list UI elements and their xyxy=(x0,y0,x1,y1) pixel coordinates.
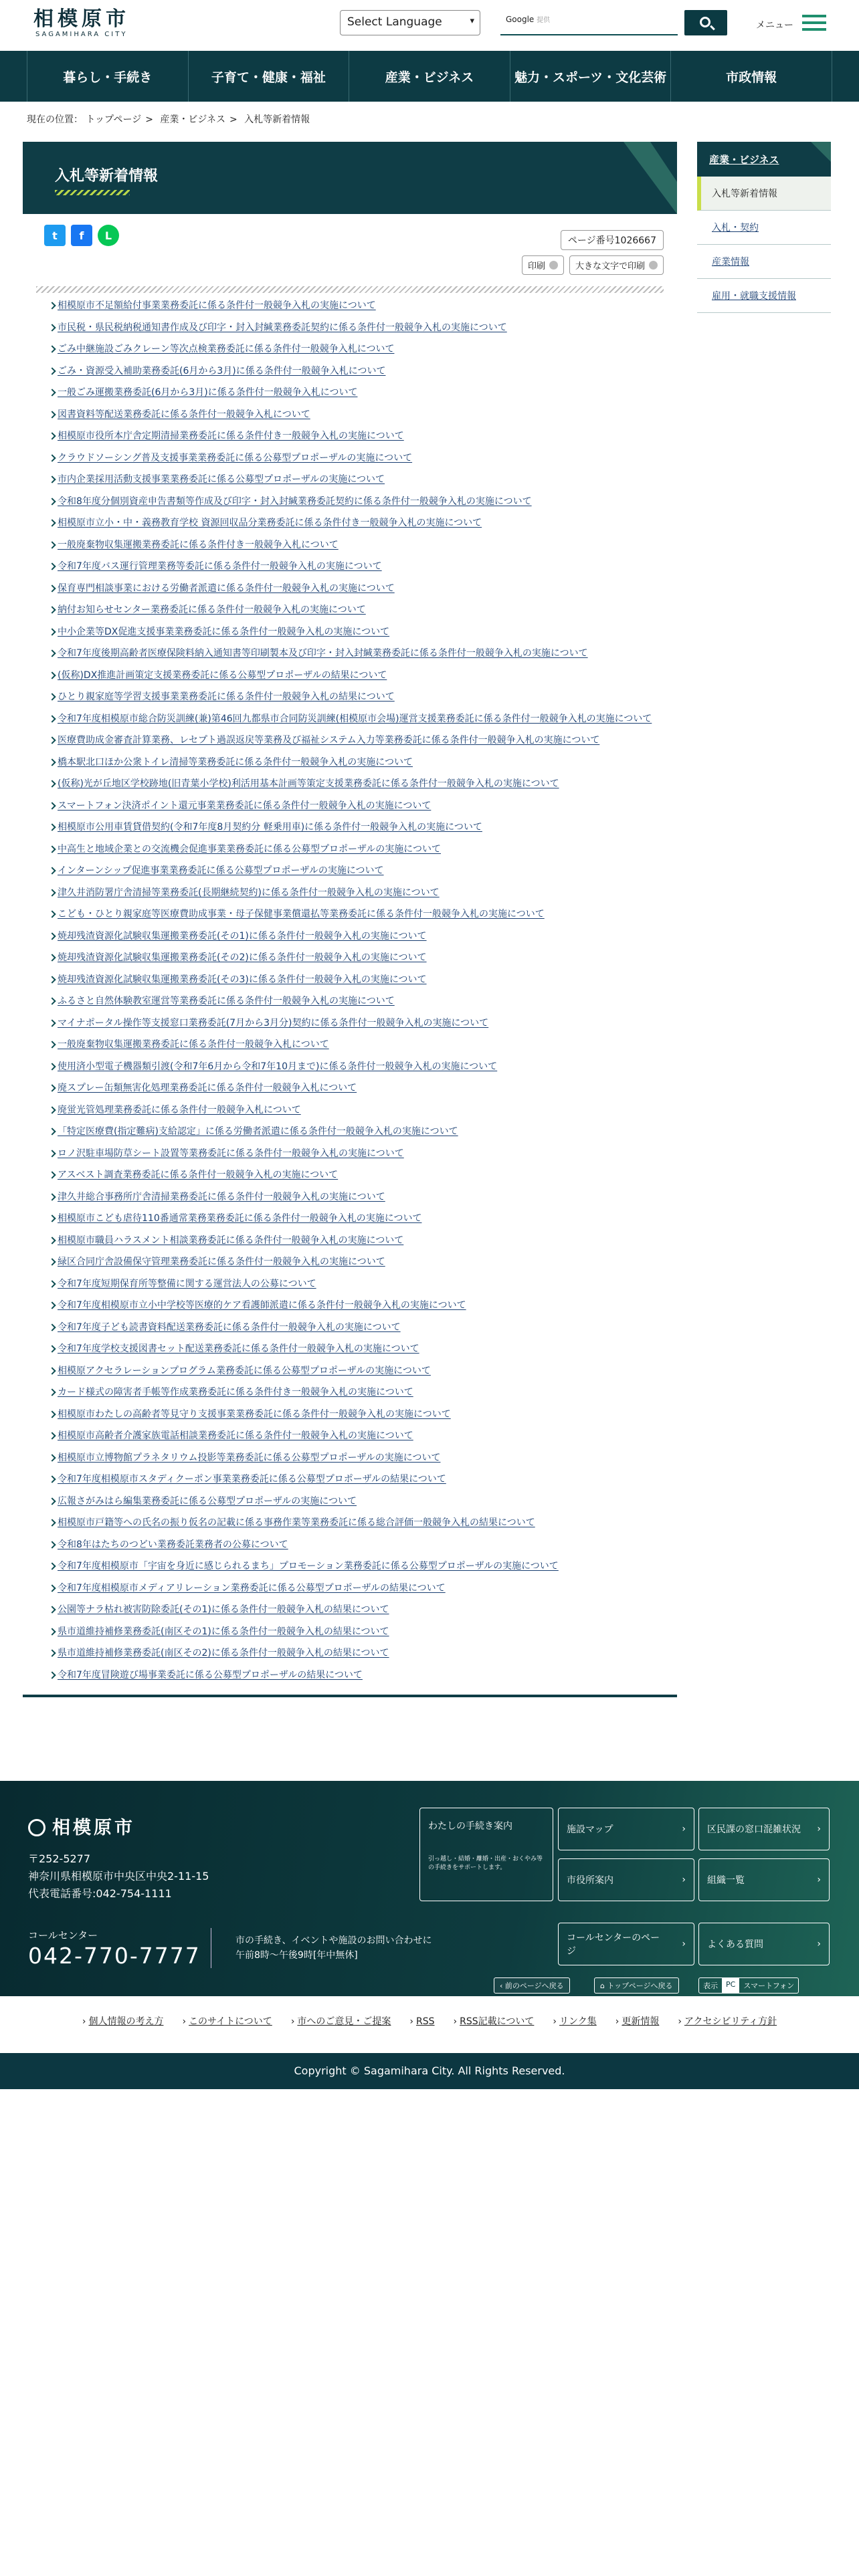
site-footer xyxy=(0,1781,859,1996)
news-link[interactable]: ごみ・資源受入補助業務委託(6月から3月)に係る条件付一般競争入札について xyxy=(58,365,664,377)
news-link[interactable]: クラウドソーシング普及支援事業業務委託に係る公募型プロポーザルの実施について xyxy=(58,452,664,464)
breadcrumb-current: 入札等新着情報 xyxy=(244,114,310,125)
news-link[interactable]: 相模原市職員ハラスメント相談業務委託に係る条件付一般競争入札の実施について xyxy=(58,1235,664,1247)
callcenter-page-button[interactable] xyxy=(558,1923,694,1965)
chevron-right-icon: › xyxy=(817,1824,821,1834)
news-link[interactable]: 焼却残渣資源化試験収集運搬業務委託(その3)に係る条件付一般競争入札の実施について xyxy=(58,974,664,986)
news-link[interactable]: 廃蛍光管処理業務委託に係る条件付一般競争入札について xyxy=(58,1104,664,1116)
callcenter-number: 042-770-7777 xyxy=(28,1943,201,1969)
news-list xyxy=(23,294,677,1681)
display-label: 表示 xyxy=(703,1981,718,1990)
sidebar xyxy=(697,142,831,313)
global-nav xyxy=(0,51,859,102)
news-link[interactable]: 令和7年度短期保育所等整備に関する運営法人の公募について xyxy=(58,1278,664,1290)
news-link[interactable]: 令和7年度相模原市立小中学校等医療的ケア看護師派遣に係る条件付一般競争入札の実施について xyxy=(58,1299,664,1311)
facility-map-button[interactable] xyxy=(558,1808,694,1850)
news-link[interactable]: 相模原市役所本庁舎定期清掃業務委託に係る条件付き一般競争入札の実施について xyxy=(58,430,664,442)
news-link[interactable]: ひとり親家庭等学習支援事業業務委託に係る条件付一般競争入札の結果について xyxy=(58,691,664,703)
facility-map-label: 施設マップ xyxy=(567,1824,613,1835)
chevron-right-icon: › xyxy=(682,1939,686,1949)
print-button[interactable] xyxy=(522,255,564,275)
gnav-item-citygov[interactable]: 市政情報 xyxy=(671,51,832,102)
news-link[interactable]: (仮称)DX推進計画策定支援業務委託に係る公募型プロポーザルの結果について xyxy=(58,669,664,681)
news-link[interactable]: 市内企業採用活動支援事業業務委託に係る公募型プロポーザルの実施について xyxy=(58,473,664,486)
news-link[interactable]: 令和7年度相模原市「宇宙を身近に感じられるまち」プロモーション業務委託に係る公募型プロポーザルの実施について xyxy=(58,1560,664,1572)
sidebar-item-employment[interactable]: 雇用・就職支援情報 xyxy=(697,279,831,313)
language-select-value: Select Language xyxy=(347,15,442,29)
organization-label: 組織一覧 xyxy=(707,1875,745,1886)
menu-label[interactable]: メニュー xyxy=(756,20,793,31)
page-tools xyxy=(23,214,677,294)
footer-link[interactable]: › 市へのご意見・ご提案 xyxy=(291,2016,391,2027)
news-link[interactable]: 公園等ナラ枯れ被害防除委託(その1)に係る条件付一般競争入札の結果について xyxy=(58,1604,664,1616)
footer-link[interactable]: › アクセシビリティ方針 xyxy=(678,2016,777,2027)
news-link[interactable]: 相模原市わたしの高齢者等見守り支援事業業務委託に係る条件付一般競争入札の実施について xyxy=(58,1408,664,1420)
title-decoration xyxy=(55,190,130,195)
faq-label: よくある質問 xyxy=(707,1939,763,1950)
chevron-right-icon: › xyxy=(817,1939,821,1949)
sns-share xyxy=(44,225,119,246)
organization-button[interactable] xyxy=(698,1858,830,1901)
callcenter-label: コールセンター xyxy=(28,1929,98,1941)
news-link[interactable]: 令和7年度学校支援図書セット配送業務委託に係る条件付一般競争入札の実施について xyxy=(58,1343,664,1355)
print-label: 印刷 xyxy=(527,261,545,272)
postal-code: 〒252-5277 xyxy=(28,1852,91,1865)
display-pc-option[interactable]: PC xyxy=(722,1978,739,1993)
breadcrumb-label: 現在の位置： xyxy=(27,114,83,125)
news-link[interactable]: 保育専門相談事業における労働者派遣に係る条件付一般競争入札の実施について xyxy=(58,582,664,595)
large-print-button[interactable] xyxy=(569,255,664,275)
city-guide-label: 市役所案内 xyxy=(567,1875,613,1886)
news-link[interactable]: 中小企業等DX促進支援事業業務委託に係る条件付一般競争入札の実施について xyxy=(58,626,664,638)
news-link[interactable]: 令和7年度後期高齢者医療保険料納入通知書等印刷製本及び印字・封入封緘業務委託に係る条件付一般競争入札の実施について xyxy=(58,647,664,659)
news-link[interactable]: 相模原市高齢者介護家族電話相談業務委託に係る条件付一般競争入札の実施について xyxy=(58,1430,664,1442)
news-link[interactable]: 緑区合同庁舎設備保守管理業務委託に係る条件付一般競争入札の実施について xyxy=(58,1256,664,1268)
footer-link[interactable]: › RSS記載について xyxy=(454,2016,535,2027)
callcenter-hours: 午前8時～午後9時[年中無休] xyxy=(235,1950,358,1961)
main-content xyxy=(23,142,677,1691)
search-button[interactable] xyxy=(684,10,727,35)
news-link[interactable]: 中高生と地域企業との交流機会促進事業業務委託に係る公募型プロポーザルの実施について xyxy=(58,843,664,855)
news-link[interactable]: ふるさと自然体験教室運営等業務委託に係る条件付一般競争入札の実施について xyxy=(58,995,664,1007)
gnav-item-culture[interactable]: 魅力・スポーツ・文化芸術 xyxy=(510,51,672,102)
large-print-label: 大きな文字で印刷 xyxy=(575,261,645,272)
news-link[interactable]: 橋本駅北口ほか公衆トイレ清掃等業務委託に係る条件付一般競争入札の実施について xyxy=(58,756,664,768)
gnav-item-business[interactable]: 産業・ビジネス xyxy=(349,51,510,102)
divider xyxy=(36,286,664,293)
my-procedure-button[interactable] xyxy=(419,1808,553,1901)
chevron-down-icon: ▾ xyxy=(470,16,474,26)
logo-subtext: SAGAMIHARA CITY xyxy=(35,31,128,38)
news-link[interactable]: 広報さがみはら編集業務委託に係る公募型プロポーザルの実施について xyxy=(58,1495,664,1507)
news-link[interactable]: 県市道維持補修業務委託(南区その1)に係る条件付一般競争入札の結果について xyxy=(58,1626,664,1638)
top-label: トップページへ戻る xyxy=(607,1981,673,1990)
news-link[interactable]: 相模原市立博物館プラネタリウム投影等業務委託に係る公募型プロポーザルの実施について xyxy=(58,1452,664,1464)
back-label: 前のページへ戻る xyxy=(504,1981,564,1990)
footer-link[interactable]: › 個人情報の考え方 xyxy=(82,2016,164,2027)
ward-office-label: 区民課の窓口混雑状況 xyxy=(707,1824,801,1835)
city-guide-button[interactable] xyxy=(558,1858,694,1901)
twitter-icon[interactable]: t xyxy=(44,225,66,246)
news-link[interactable]: 津久井総合事務所庁舎清掃業務委託に係る条件付一般競争入札の実施について xyxy=(58,1191,664,1203)
my-procedure-note: 引っ越し・結婚・離婚・出産・おくやみ等の手続きをサポートします。 xyxy=(428,1856,543,1871)
my-procedure-label: わたしの手続き案内 xyxy=(428,1821,512,1832)
breadcrumb: 現在の位置： トップページ > 産業・ビジネス > 入札等新着情報 xyxy=(27,114,310,125)
news-link[interactable]: 廃スプレー缶類無害化処理業務委託に係る条件付一般競争入札について xyxy=(58,1082,664,1094)
news-link[interactable]: 令和8年はたちのつどい業務委託業務者の公募について xyxy=(58,1539,664,1551)
page-number: ページ番号1026667 xyxy=(561,230,664,250)
news-link[interactable]: カード様式の障害者手帳等作成業務委託に係る条件付き一般競争入札の実施について xyxy=(58,1386,664,1398)
news-link[interactable]: 津久井消防署庁舎清掃等業務委託(長期継続契約)に係る条件付一般競争入札の実施について xyxy=(58,887,664,899)
news-link[interactable]: 「特定医療費(指定難病)支給認定」に係る労働者派遣に係る条件付一般競争入札の実施について xyxy=(58,1125,664,1138)
footer-link[interactable]: › 更新情報 xyxy=(615,2016,660,2027)
news-link[interactable]: 使用済小型電子機器類引渡(令和7年6月から令和7年10月まで)に係る条件付一般競争入札の実施について xyxy=(58,1061,664,1073)
news-link[interactable]: 令和7年度相模原市総合防災訓練(兼)第46回九都県市合同防災訓練(相模原市会場)運営支援業務委託に係る条件付一般競争入札の実施について xyxy=(58,713,664,725)
news-link[interactable]: ごみ中継施設ごみクレーン等次点検業務委託に係る条件付一般競争入札について xyxy=(58,343,664,355)
news-link[interactable]: 相模原市こども虐待110番通常業務業務委託に係る条件付一般競争入札の実施について xyxy=(58,1212,664,1224)
city-emblem-icon xyxy=(28,1819,45,1836)
language-select[interactable] xyxy=(340,10,480,35)
top-button[interactable]: ⌂ トップページへ戻る xyxy=(594,1977,679,1994)
chevron-right-icon: › xyxy=(682,1824,686,1834)
news-link[interactable]: 一般廃棄物収集運搬業務委託に係る条件付一般競争入札について xyxy=(58,1039,664,1051)
callcenter-text-1: 市の手続き、イベントや施設のお問い合わせに xyxy=(235,1935,432,1946)
footer-links xyxy=(0,2014,859,2028)
phone: 代表電話番号:042-754-1111 xyxy=(28,1887,172,1900)
display-sp-option[interactable]: スマートフォン xyxy=(743,1981,795,1990)
news-link[interactable]: 相模原市不足額給付事業業務委託に係る条件付一般競争入札の実施について xyxy=(58,300,664,312)
sidebar-item-industry[interactable]: 産業情報 xyxy=(697,245,831,279)
footer-logo xyxy=(28,1813,135,1839)
callcenter-page-label: コールセンターのページ xyxy=(567,1933,660,1957)
site-logo[interactable] xyxy=(33,8,130,38)
display-switch xyxy=(698,1977,799,1994)
hamburger-menu-icon[interactable] xyxy=(802,15,826,31)
news-link[interactable]: 一般廃棄物収集運搬業務委託に係る条件付き一般競争入札について xyxy=(58,539,664,551)
footer-link[interactable]: › RSS xyxy=(409,2016,434,2027)
copyright: Copyright © Sagamihara City. All Rights Reserved. xyxy=(0,2053,859,2089)
sidebar-item-news: 入札等新着情報 xyxy=(697,177,831,211)
footer-logo-text: 相模原市 xyxy=(52,1818,135,1838)
footer-address xyxy=(28,1850,209,1903)
sidebar-item-bidding[interactable]: 入札・契約 xyxy=(697,211,831,245)
news-link[interactable]: 令和8年度分個別資産申告書類等作成及び印字・封入封緘業務委託契約に係る条件付一般競争入札の実施について xyxy=(58,496,664,508)
news-link[interactable]: 令和7年度子ども読書資料配送業務委託に係る条件付一般競争入札の実施について xyxy=(58,1321,664,1333)
print-icon xyxy=(549,261,558,270)
news-link[interactable]: 令和7年度冒険遊び場事業委託に係る公募型プロポーザルの結果について xyxy=(58,1669,664,1681)
news-link[interactable]: 県市道維持補修業務委託(南区その2)に係る条件付一般競争入札の結果について xyxy=(58,1647,664,1659)
news-link[interactable]: (仮称)光が丘地区学校跡地(旧青葉小学校)利活用基本計画等策定支援業務委託に係る条件付一般競争入札の実施について xyxy=(58,778,664,790)
news-link[interactable]: 相模原市戸籍等への氏名の振り仮名の記載に係る事務作業等業務委託に係る総合評価一般競争入札の結果について xyxy=(58,1517,664,1529)
line-icon[interactable]: L xyxy=(98,225,119,246)
gnav-item-life[interactable]: 暮らし・手続き xyxy=(27,51,189,102)
footer-link[interactable]: › このサイトについて xyxy=(182,2016,272,2027)
news-link[interactable]: 焼却残渣資源化試験収集運搬業務委託(その1)に係る条件付一般競争入札の実施について xyxy=(58,930,664,942)
news-link[interactable]: 相模原市公用車賃貸借契約(令和7年度8月契約分 軽乗用車)に係る条件付一般競争入札の実施について xyxy=(58,821,664,833)
news-link[interactable]: スマートフォン決済ポイント還元事業業務委託に係る条件付一般競争入札の実施について xyxy=(58,800,664,812)
news-link[interactable]: 医療費助成金審査計算業務、レセプト過誤返戻等業務及び福祉システム入力等業務委託に係る条件付一般競争入札の実施について xyxy=(58,734,664,746)
news-link[interactable]: 令和7年度相模原市スタディクーポン事業業務委託に係る公募型プロポーザルの結果について xyxy=(58,1473,664,1485)
site-header xyxy=(0,0,859,51)
chevron-right-icon: › xyxy=(817,1874,821,1885)
news-link[interactable]: 令和7年度バス運行管理業務等委託に係る条件付一般競争入札の実施について xyxy=(58,560,664,572)
back-button[interactable]: ‹ 前のページへ戻る xyxy=(494,1977,570,1994)
page-title: 入札等新着情報 xyxy=(55,168,159,185)
search-hint: 提供 xyxy=(537,17,551,24)
news-link[interactable]: インターンシップ促進事業業務委託に係る公募型プロポーザルの実施について xyxy=(58,865,664,877)
news-link[interactable]: ロノ沢駐車場防草シート設置等業務委託に係る条件付一般競争入札の実施について xyxy=(58,1148,664,1160)
news-link[interactable]: こども・ひとり親家庭等医療費助成事業・母子保健事業償還払等業務委託に係る条件付一般競争入札の実施について xyxy=(58,908,664,920)
sidebar-heading[interactable]: 産業・ビジネス xyxy=(697,142,831,177)
news-link[interactable]: マイナポータル操作等支援窓口業務委託(7月から3月分)契約に係る条件付一般競争入札の実施について xyxy=(58,1017,664,1029)
breadcrumb-home-link[interactable]: トップページ xyxy=(86,114,142,125)
callcenter-text xyxy=(235,1933,432,1963)
search-input[interactable] xyxy=(500,10,678,35)
search-icon xyxy=(700,17,710,27)
news-link[interactable]: 市民税・県民税納税通知書作成及び印字・封入封緘業務委託契約に係る条件付一般競争入札の実施について xyxy=(58,322,664,334)
print-buttons xyxy=(522,255,664,275)
address: 神奈川県相模原市中央区中央2-11-15 xyxy=(28,1870,209,1883)
footer-link[interactable]: › リンク集 xyxy=(553,2016,596,2027)
news-link[interactable]: 焼却残渣資源化試験収集運搬業務委託(その2)に係る条件付一般競争入札の実施について xyxy=(58,952,664,964)
news-link[interactable]: 令和7年度相模原市メディアリレーション業務委託に係る公募型プロポーザルの結果について xyxy=(58,1582,664,1594)
news-link[interactable]: 一般ごみ運搬業務委託(6月から3月)に係る条件付一般競争入札について xyxy=(58,387,664,399)
news-link[interactable]: 図書資料等配送業務委託に係る条件付一般競争入札について xyxy=(58,409,664,421)
logo-text: 相模原市 xyxy=(33,7,130,31)
chevron-right-icon: › xyxy=(682,1874,686,1885)
gnav-item-childcare[interactable]: 子育て・健康・福祉 xyxy=(189,51,350,102)
news-link[interactable]: 納付お知らせセンター業務委託に係る条件付一般競争入札の実施について xyxy=(58,604,664,616)
page-title-bar xyxy=(23,142,677,214)
news-link[interactable]: アスベスト調査業務委託に係る条件付一般競争入札の実施について xyxy=(58,1169,664,1181)
ward-office-button[interactable] xyxy=(698,1808,830,1850)
faq-button[interactable] xyxy=(698,1923,830,1965)
news-link[interactable]: 相模原アクセラレーションプログラム業務委託に係る公募型プロポーザルの実施について xyxy=(58,1365,664,1377)
main-bottom-rule xyxy=(23,1695,677,1697)
facebook-icon[interactable]: f xyxy=(71,225,92,246)
breadcrumb-business-link[interactable]: 産業・ビジネス xyxy=(160,114,225,125)
news-link[interactable]: 相模原市立小・中・義務教育学校 資源回収品分業務委託に係る条件付き一般競争入札の実施について xyxy=(58,517,664,529)
print-icon xyxy=(649,261,658,270)
search-brand: Google xyxy=(506,15,535,24)
